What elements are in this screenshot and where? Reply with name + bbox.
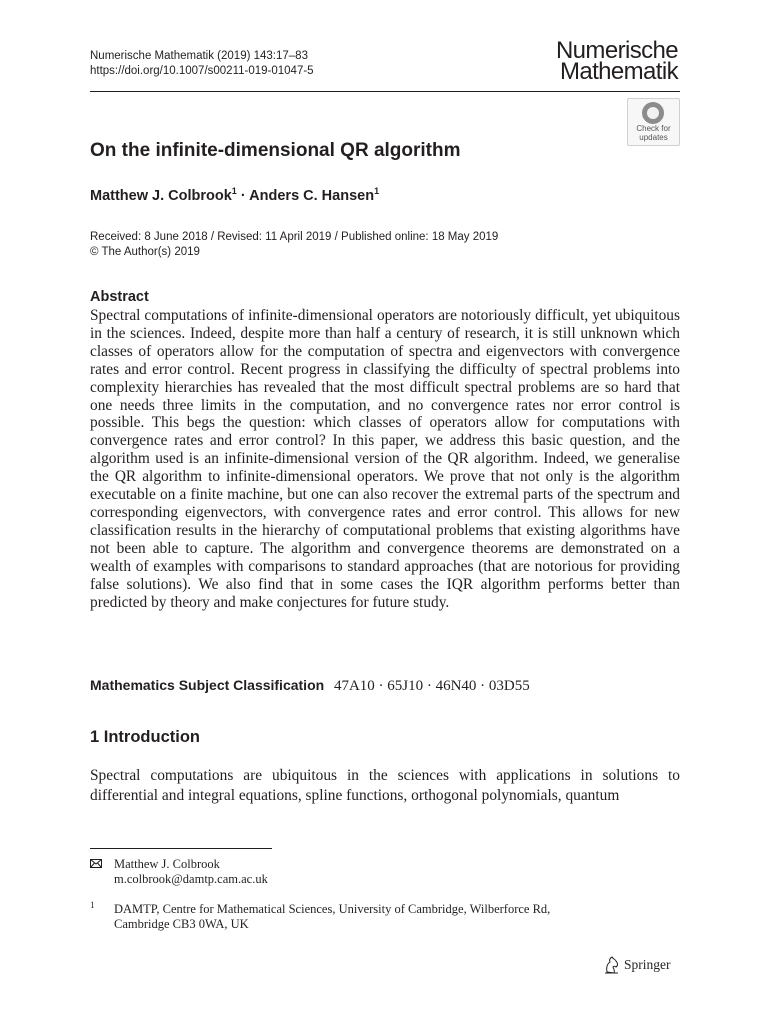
- abstract-heading: Abstract: [90, 289, 149, 305]
- footnote-divider: [90, 848, 272, 849]
- subject-classification: [90, 677, 530, 695]
- page-header: [90, 37, 680, 92]
- publisher-logo: [604, 955, 671, 975]
- check-for-updates-button[interactable]: [627, 98, 680, 146]
- copyright: © The Author(s) 2019: [90, 246, 200, 258]
- author-name[interactable]: Matthew J. Colbrook: [90, 188, 232, 204]
- corresponding-author-name: Matthew J. Colbrook: [114, 857, 220, 871]
- springer-horse-icon: [604, 956, 620, 974]
- journal-logo-line2: Mathematik: [559, 58, 678, 85]
- msc-label: Mathematics Subject Classification: [90, 677, 325, 693]
- publication-dates: [90, 230, 498, 260]
- intro-paragraph: Spectral computations are ubiquitous in the sciences with applications in solutions to differential and integral equations, spline functions, orthogonal polynomials, quantum: [90, 767, 680, 804]
- msc-codes: 47A10 · 65J10 · 46N40 · 03D55: [333, 678, 530, 694]
- citation-journal: Numerische Mathematik (2019) 143:17–83: [90, 50, 308, 62]
- history-dates: Received: 8 June 2018 / Revised: 11 April 2019 / Published online: 18 May 2019: [90, 231, 499, 243]
- check-updates-icon: [642, 102, 664, 124]
- check-updates-label: Check for updates: [636, 124, 671, 142]
- citation: [90, 49, 314, 79]
- affiliation-mark: 1: [231, 186, 237, 196]
- section-heading: 1 Introduction: [90, 728, 200, 746]
- affiliation: DAMTP, Centre for Mathematical Sciences, University of Cambridge, Wilberforce Rd, Cambridge CB3 0WA, UK: [114, 902, 551, 931]
- abstract-text: Spectral computations of infinite-dimensional operators are notoriously difficult, yet ubiquitous in the sciences. Indeed, despite more than half a century of research, it is still unknown which classes of operators allow for the computation of spectra and eigenvectors with convergence rates and error control. Recent progress in classifying the difficulty of spectral problems into complexity hierarchies has revealed that the most difficult spectral problems are so hard that one needs three limits in the computation, and no convergence rates nor error control is possible. This begs the question: which classes of operators allow for computations with convergence rates and error control? In this paper, we address this basic question, and the algorithm used is an infinite-dimensional version of the QR algorithm. Indeed, we generalise the QR algorithm to infinite-dimensional operators. We prove that not only is the algorithm executable on a finite machine, but one can also recover the extremal parts of the spectrum and corresponding eigenvectors, with convergence rates and error control. This allows for new classification results in the hierarchy of computational problems that existing algorithms have not been able to capture. The algorithm and convergence theorems are demonstrated on a wealth of examples with comparisons to standard approaches (that are notorious for providing false solutions). We also find that in some cases the IQR algorithm performs better than predicted by theory and make conjectures for future study.: [90, 307, 680, 611]
- journal-logo-line1: Numerische: [555, 37, 678, 64]
- publisher-name: Springer: [624, 957, 671, 972]
- author-list: [90, 186, 379, 204]
- envelope-icon: [90, 859, 102, 868]
- citation-doi[interactable]: https://doi.org/10.1007/s00211-019-01047-5: [90, 65, 314, 77]
- journal-logo: [555, 37, 678, 85]
- corresponding-author-email[interactable]: m.colbrook@damtp.cam.ac.uk: [114, 872, 268, 886]
- affiliation-mark: 1: [374, 186, 380, 196]
- author-name[interactable]: Anders C. Hansen: [249, 188, 375, 204]
- affiliation-number: 1: [90, 900, 95, 910]
- author-separator: ·: [236, 188, 250, 204]
- corresponding-author: [114, 857, 268, 887]
- paper-title: On the infinite-dimensional QR algorithm: [90, 140, 461, 161]
